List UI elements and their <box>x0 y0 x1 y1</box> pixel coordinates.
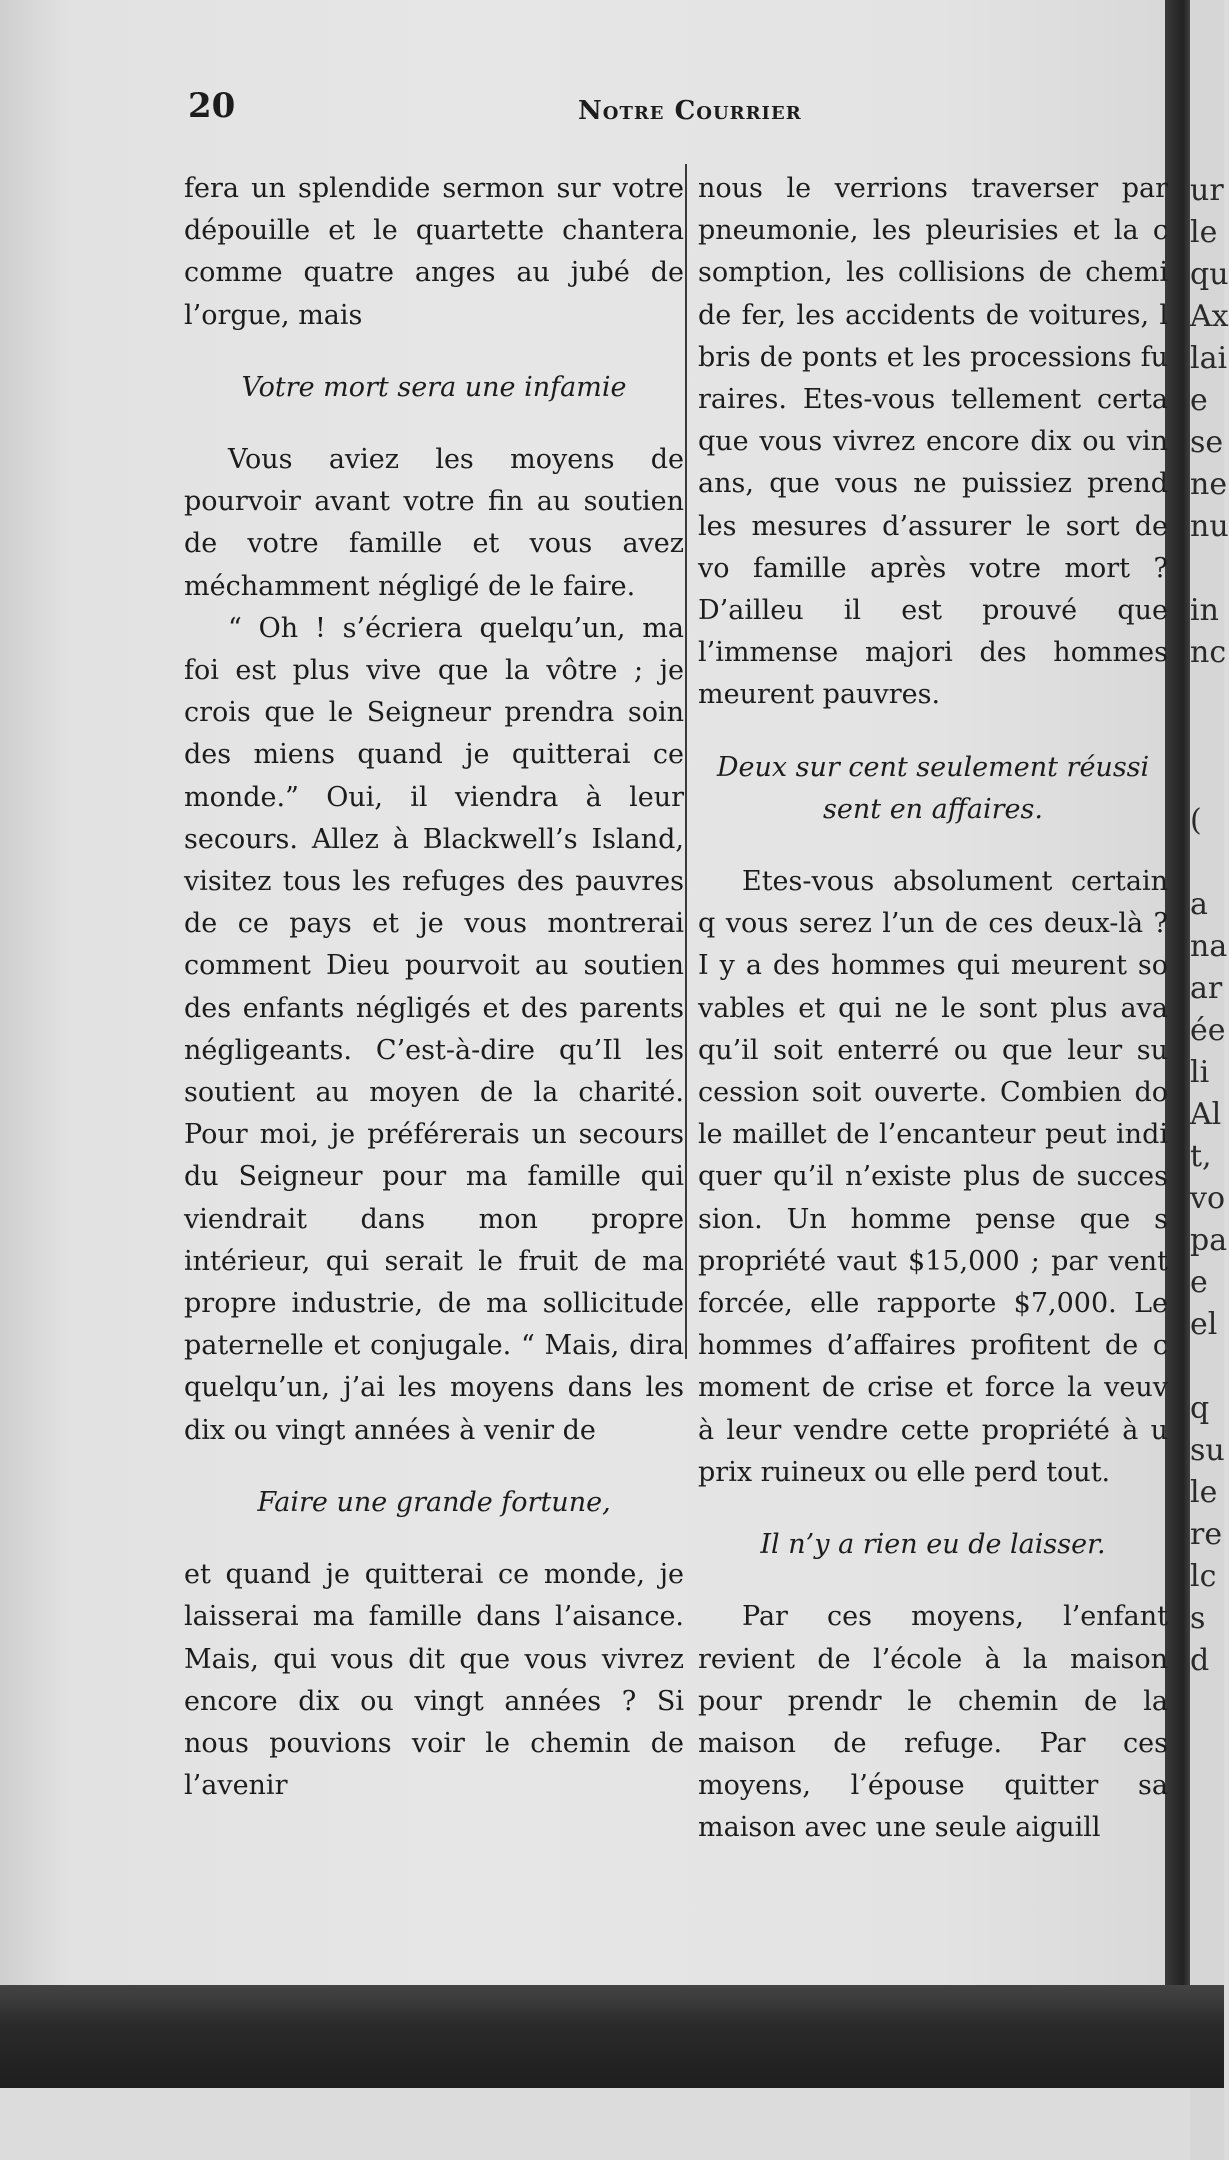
adjacent-page-fragment: na <box>1190 929 1228 964</box>
adjacent-page-fragment: su <box>1190 1433 1225 1468</box>
adjacent-page-fragment: t, <box>1190 1139 1212 1174</box>
running-head: Notre Courrier <box>578 96 802 126</box>
section-heading: Faire une grande fortune, <box>257 1486 611 1518</box>
adjacent-page-fragment: se <box>1190 425 1224 460</box>
adjacent-page-fragment <box>1190 1346 1224 1388</box>
adjacent-page-fragment: Al <box>1190 1097 1222 1132</box>
adjacent-page-fragment <box>1190 548 1224 590</box>
adjacent-page-fragment: lai <box>1190 341 1228 376</box>
adjacent-page-fragment: nc <box>1190 635 1227 670</box>
adjacent-page-fragment: nu <box>1190 509 1229 544</box>
adjacent-page-fragment: ( <box>1190 803 1202 838</box>
adjacent-page-fragment: in <box>1190 593 1219 628</box>
adjacent-page-fragment: vo <box>1190 1181 1226 1216</box>
adjacent-page-fragment: ée <box>1190 1013 1226 1048</box>
paragraph: Vous aviez les moyens de pourvoir avant votre fin au soutien de votre famille et vous avez méchamment négligé de le faire. <box>184 444 684 602</box>
paragraph: nous le verrions traverser par pneumonie, les pleurisies et la c somption, les collisions de chemi de fer, les accidents de voitures, l bris de ponts et les processions fu raires. Etes-vous tellement certa que vous vivrez encore dix ou vin ans, que vous ne puissiez prend les mesures d’assurer le sort de vo famille après votre mort ? D’ailleu il est prouvé que l’immense majori des hommes meurent pauvres. <box>698 173 1168 711</box>
paragraph: Etes-vous absolument certain q vous serez l’un de ces deux-là ? I y a des hommes qui meurent so vables et qui ne le sont plus ava qu’il soit enterré ou que leur su cession soit ouverte. Combien do le maillet de l’encanteur peut indi quer qu’il n’existe plus de succes sion. Un homme pense que s propriété vaut $15,000 ; par vent forcée, elle rapporte $7,000. Le hommes d’affaires profitent de c moment de crise et force la veuv à leur vendre cette propriété à u prix ruineux ou elle perd tout. <box>698 866 1168 1488</box>
section-heading: Votre mort sera une infamie <box>241 371 627 403</box>
column-divider <box>685 164 687 1359</box>
adjacent-page-fragment: s <box>1190 1601 1206 1636</box>
adjacent-page-fragment <box>1190 842 1224 884</box>
adjacent-page-fragment: li <box>1190 1055 1210 1090</box>
adjacent-page-edge <box>1190 0 1229 2160</box>
scan-bottom-edge <box>0 1985 1224 2088</box>
adjacent-page-fragment: e <box>1190 383 1208 418</box>
adjacent-page-fragment: re <box>1190 1517 1223 1552</box>
adjacent-page-fragment: ne <box>1190 467 1228 502</box>
paragraph: Par ces moyens, l’enfant revient de l’école à la maison pour prendr le chemin de la maison de refuge. Par ces moyens, l’épouse quitter sa maison avec une seule aiguill <box>698 1601 1168 1844</box>
adjacent-page-fragment <box>1190 716 1224 758</box>
adjacent-page-fragment: Ax <box>1190 299 1229 334</box>
adjacent-page-fragment: pa <box>1190 1223 1228 1258</box>
adjacent-page-fragment <box>1190 758 1224 800</box>
adjacent-page-fragment <box>1190 674 1224 716</box>
adjacent-page-fragment: qu <box>1190 257 1229 292</box>
adjacent-page-fragment: d <box>1190 1643 1210 1678</box>
adjacent-page-fragment: lc <box>1190 1559 1217 1594</box>
adjacent-page-fragment: el <box>1190 1307 1218 1342</box>
adjacent-page-fragment: a <box>1190 887 1208 922</box>
adjacent-page-fragment: le <box>1190 215 1218 250</box>
adjacent-page-fragment: e <box>1190 1265 1208 1300</box>
section-heading: Il n’y a rien eu de laisser. <box>760 1529 1106 1561</box>
adjacent-page-fragment: ar <box>1190 971 1223 1006</box>
adjacent-page-fragment: le <box>1190 1475 1218 1510</box>
paragraph: “ Oh ! s’écriera quelqu’un, ma foi est plus vive que la vôtre ; je crois que le Seigneur prendra soin des miens quand je quitterai ce monde.” Oui, il viendra à leur secours. Allez à Blackwell’s Island, visitez tous les refuges des pauvres de ce pays et je vous montrerai comment Dieu pourvoit au soutien des enfants négligés et des parents négligeants. C’est-à-dire qu’Il les soutient au moyen de la charité. Pour moi, je préférerais un secours du Seigneur pour ma famille qui viendrait dans mon propre intérieur, qui serait le fruit de ma propre industrie, de ma sollicitude paternelle et conjugale. “ Mais, dira quelqu’un, j’ai les moyens dans les dix ou vingt années à venir de <box>184 612 684 1446</box>
page-number: 20 <box>188 86 236 126</box>
paragraph: et quand je quitterai ce monde, je laisserai ma famille dans l’aisance. Mais, qui vous dit que vous vivrez encore dix ou vingt années ? Si nous pouvions voir le chemin de l’avenir <box>184 1559 684 1802</box>
right-column <box>698 168 1168 1850</box>
left-column <box>184 168 684 1807</box>
paragraph: fera un splendide sermon sur votre dépouille et le quartette chantera comme quatre anges au jubé de l’orgue, mais <box>184 173 684 331</box>
section-heading: Deux sur cent seulement réussi sent en affaires. <box>716 751 1150 825</box>
adjacent-page-fragment: q <box>1190 1391 1210 1426</box>
adjacent-page-fragment: ur <box>1190 173 1224 208</box>
